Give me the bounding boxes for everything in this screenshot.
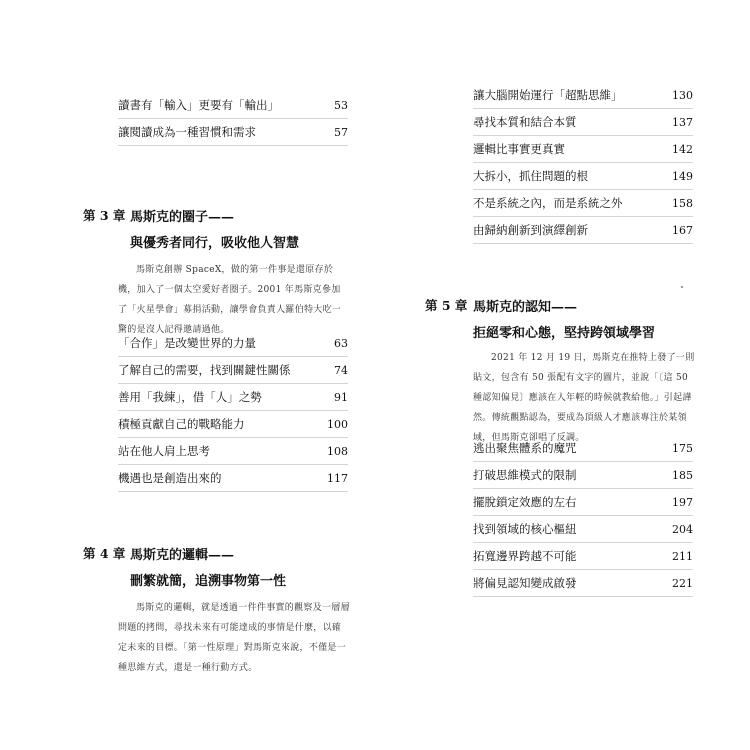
toc-row[interactable]: [473, 109, 693, 136]
toc-row[interactable]: [473, 543, 693, 570]
toc-entry-page: 100: [327, 417, 348, 431]
toc-row[interactable]: [118, 384, 348, 411]
right-page: [375, 0, 750, 750]
toc-entry-title: 機遇也是創造出來的: [118, 471, 222, 485]
chapter-description: 馬斯克的邏輯，就是透過一件件事實的觀察及一層層問題的拷問，尋找未來有可能達成的事情是什麼，以確定未來的目標。「第一性原理」對馬斯克來說，不僅是一種思維方式，還是一種行動方式。: [118, 603, 350, 673]
chapter-number: 第 4 章: [83, 546, 126, 561]
toc-entry-title: 找到領域的核心樞紐: [473, 522, 577, 536]
toc-entry-title: 善用「我練」，借「人」之勢: [118, 390, 262, 404]
toc-entry-page: 74: [334, 363, 348, 377]
toc-entry-title: 逃出聚焦體系的魔咒: [473, 441, 577, 455]
toc-entry-page: 108: [327, 444, 348, 458]
toc-entry-title: 擺脫鎖定效應的左右: [473, 495, 577, 509]
toc-entry-page: 53: [334, 98, 348, 112]
chapter-number: 第 3 章: [83, 208, 126, 223]
toc-entry-title: 拓寬邊界跨越不可能: [473, 549, 577, 563]
chapter-title: 馬斯克的邏輯——: [130, 548, 235, 563]
chapter-5-toc: [473, 435, 693, 597]
chapter-4-toc: [473, 82, 693, 244]
toc-entry-title: 讓閱讀成為一種習慣和需求: [118, 125, 256, 139]
toc-row[interactable]: [118, 330, 348, 357]
intro-toc: [118, 92, 348, 146]
toc-entry-page: 91: [334, 390, 348, 404]
chapter-subtitle: 拒絕零和心態，堅持跨領域學習: [473, 326, 656, 341]
toc-row[interactable]: [473, 82, 693, 109]
toc-row[interactable]: [473, 136, 693, 163]
toc-row[interactable]: [118, 119, 348, 146]
toc-entry-title: 打破思維模式的限制: [473, 468, 577, 482]
chapter-subtitle: 與優秀者同行，吸收他人智慧: [130, 236, 300, 251]
chapter-description: 2021 年 12 月 19 日，馬斯克在推特上發了一則貼文，包含有 50 張配有文字的圖片，並說「〔這 50 種認知偏見〕應該在人年輕的時候就教給他。」引起譁然。傳統觀點認為，要成為頂級人才應該專注於某領域，但馬斯克卻唱了反調。: [473, 353, 695, 443]
toc-entry-title: 「合作」是改變世界的力量: [118, 336, 256, 350]
toc-entry-page: 63: [334, 336, 348, 350]
toc-row[interactable]: [473, 163, 693, 190]
chapter-subtitle: 刪繁就簡，追溯事物第一性: [130, 574, 287, 589]
toc-entry-page: 142: [672, 142, 693, 156]
toc-entry-page: 185: [672, 468, 693, 482]
toc-row[interactable]: [473, 489, 693, 516]
toc-entry-title: 積極貢獻自己的戰略能力: [118, 417, 245, 431]
toc-row[interactable]: [118, 411, 348, 438]
toc-entry-title: 讀書有「輸入」更要有「輸出」: [118, 98, 279, 112]
toc-entry-title: 讓大腦開始運行「超點思維」: [473, 88, 623, 102]
toc-row[interactable]: [118, 438, 348, 465]
toc-entry-page: 149: [672, 169, 693, 183]
toc-row[interactable]: [118, 357, 348, 384]
toc-entry-page: 117: [327, 471, 348, 485]
toc-entry-title: 不是系統之內，而是系統之外: [473, 196, 623, 210]
toc-row[interactable]: [473, 190, 693, 217]
page-mark: [681, 286, 683, 288]
toc-entry-title: 將偏見認知變成啟發: [473, 576, 577, 590]
toc-entry-title: 站在他人肩上思考: [118, 444, 210, 458]
chapter-description: 馬斯克創辦 SpaceX，做的第一件事是還原存於機，加入了一個太空愛好者圈子。2001 年馬斯克參加了「火星學會」募捐活動，讓學會負責人羅伯特大吃一驚的是沒人記得邀請過他。: [118, 265, 342, 335]
toc-entry-page: 211: [672, 549, 693, 563]
toc-entry-page: 175: [672, 441, 693, 455]
toc-entry-page: 204: [672, 522, 693, 536]
toc-entry-page: 137: [672, 115, 693, 129]
toc-row[interactable]: [473, 570, 693, 597]
toc-entry-page: 158: [672, 196, 693, 210]
chapter-number: 第 5 章: [425, 298, 468, 313]
toc-row[interactable]: [118, 465, 348, 492]
toc-row[interactable]: [118, 92, 348, 119]
chapter-3-toc: [118, 330, 348, 492]
toc-entry-page: 197: [672, 495, 693, 509]
toc-entry-title: 了解自己的需要，找到關鍵性關係: [118, 363, 291, 377]
toc-entry-title: 大拆小，抓住問題的根: [473, 169, 588, 183]
chapter-title: 馬斯克的認知——: [473, 300, 578, 315]
toc-entry-title: 由歸納創新到演繹創新: [473, 223, 588, 237]
toc-entry-title: 尋找本質和結合本質: [473, 115, 577, 129]
toc-row[interactable]: [473, 435, 693, 462]
toc-entry-page: 221: [672, 576, 693, 590]
toc-entry-page: 130: [672, 88, 693, 102]
chapter-title: 馬斯克的圈子——: [130, 210, 235, 225]
toc-row[interactable]: [473, 462, 693, 489]
toc-entry-title: 邏輯比事實更真實: [473, 142, 565, 156]
toc-entry-page: 167: [672, 223, 693, 237]
toc-row[interactable]: [473, 217, 693, 244]
toc-entry-page: 57: [334, 125, 348, 139]
toc-row[interactable]: [473, 516, 693, 543]
